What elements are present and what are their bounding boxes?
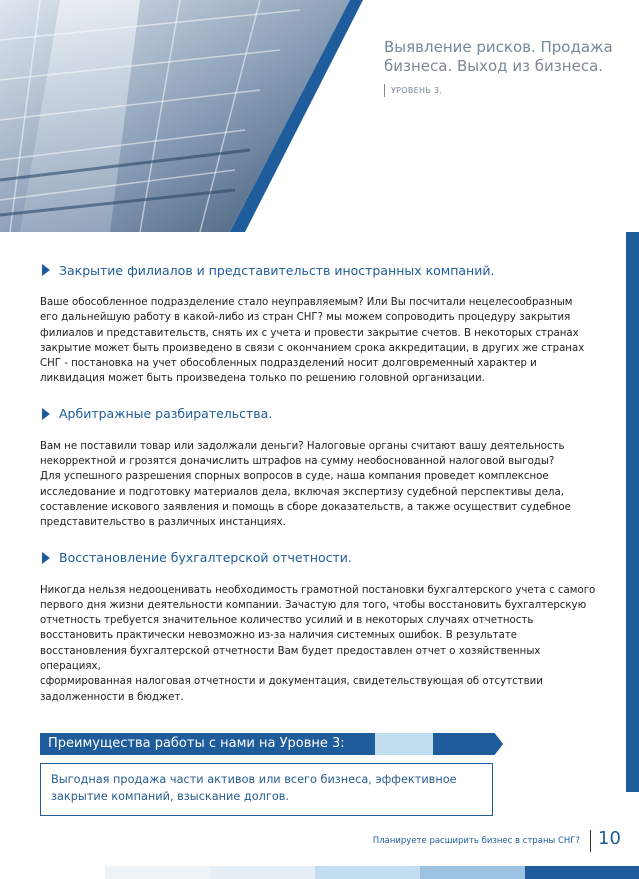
section-heading-arbitration — [40, 406, 600, 422]
advantages-box — [40, 763, 493, 816]
bottom-strip-6 — [525, 866, 639, 879]
bottom-strip-5 — [420, 866, 525, 879]
section-heading-closure — [40, 262, 600, 278]
level-row — [384, 84, 624, 97]
header-block — [384, 38, 624, 97]
hero-image — [0, 0, 639, 232]
bottom-strip-1 — [0, 866, 105, 879]
section-heading-accounting — [40, 550, 600, 566]
level-divider — [384, 84, 385, 97]
bottom-strip-2 — [105, 866, 210, 879]
page-number: 10 — [598, 828, 621, 849]
bottom-strip-3 — [210, 866, 315, 879]
section-text-closure: Ваше обособленное подразделение стало неуправляемым? Или Вы посчитали нецелесообразным его дальнейшую работу в какой-либо из стран СНГ? мы можем сопроводить процедуру закрытия филиалов и представительств, снять их с учета и провести закрытие счетов. В некоторых странах закрытие может быть произведено в связи с окончанием срока аккредитации, в других же странах СНГ - постановка на учет обособленных подразделений носит долговременный характер и ликвидация может быть произведена только по решению головной организации. — [40, 297, 585, 385]
advantages-title: Преимущества работы с нами на Уровне 3: — [40, 733, 375, 755]
footer-tagline: Планируете расширить бизнес в страны СНГ? — [372, 836, 580, 846]
bullet-arrow-icon — [42, 408, 50, 420]
section-heading-text: Арбитражные разбирательства. — [59, 406, 273, 422]
page-title: Выявление рисков. Продажа бизнеса. Выход из бизнеса. — [384, 38, 613, 75]
section-heading-text: Закрытие филиалов и представительств иностранных компаний. — [59, 262, 495, 278]
advantages-text: Выгодная продажа части активов или всего бизнеса, эффективное закрытие компаний, взыскание долгов. — [51, 773, 457, 803]
bullet-arrow-icon — [42, 552, 50, 564]
section-heading-text: Восстановление бухгалтерской отчетности. — [59, 550, 352, 566]
building-photo — [0, 0, 639, 232]
section-text-accounting: Никогда нельзя недооценивать необходимость грамотной постановки бухгалтерского учета с самого первого дня жизни деятельности компании. Зачастую для того, чтобы восстановить бухгалтерскую отчетность требуется значительное количество усилий и в некоторых случаях отчетность восстановить практически невозможно из-за наличия системных ошибок. В результате восстановления бухгалтерской отчетности Вам будет предоставлен отчет о хозяйственных операциях, сформированная налоговая отчетности и документация, свидетельствующая об отсутствии задолженности в бюджет. — [40, 584, 596, 703]
bottom-strip-4 — [315, 866, 420, 879]
banner-arrow-segment — [433, 733, 503, 755]
section-text-arbitration: Вам не поставили товар или задолжали деньги? Налоговые органы считают вашу деятельность некорректной и грозятся доначислить штрафов на сумму необоснованной налоговой выгоды? Для успешного разрешения спорных вопросов в суде, наша компания проведет комплексное исследование и подготовку материалов дела, включая экспертизу судебной перспективы дела, составление искового заявления и помощь в сборе доказательств, а также осуществит судебное представительство в различных инстанциях. — [40, 440, 571, 529]
right-accent-bar — [626, 232, 639, 792]
level-label: УРОВЕНЬ 3. — [391, 86, 443, 95]
bullet-arrow-icon — [42, 264, 50, 276]
footer-divider — [590, 830, 591, 852]
advantages-banner — [40, 733, 500, 755]
main-content — [40, 262, 600, 724]
